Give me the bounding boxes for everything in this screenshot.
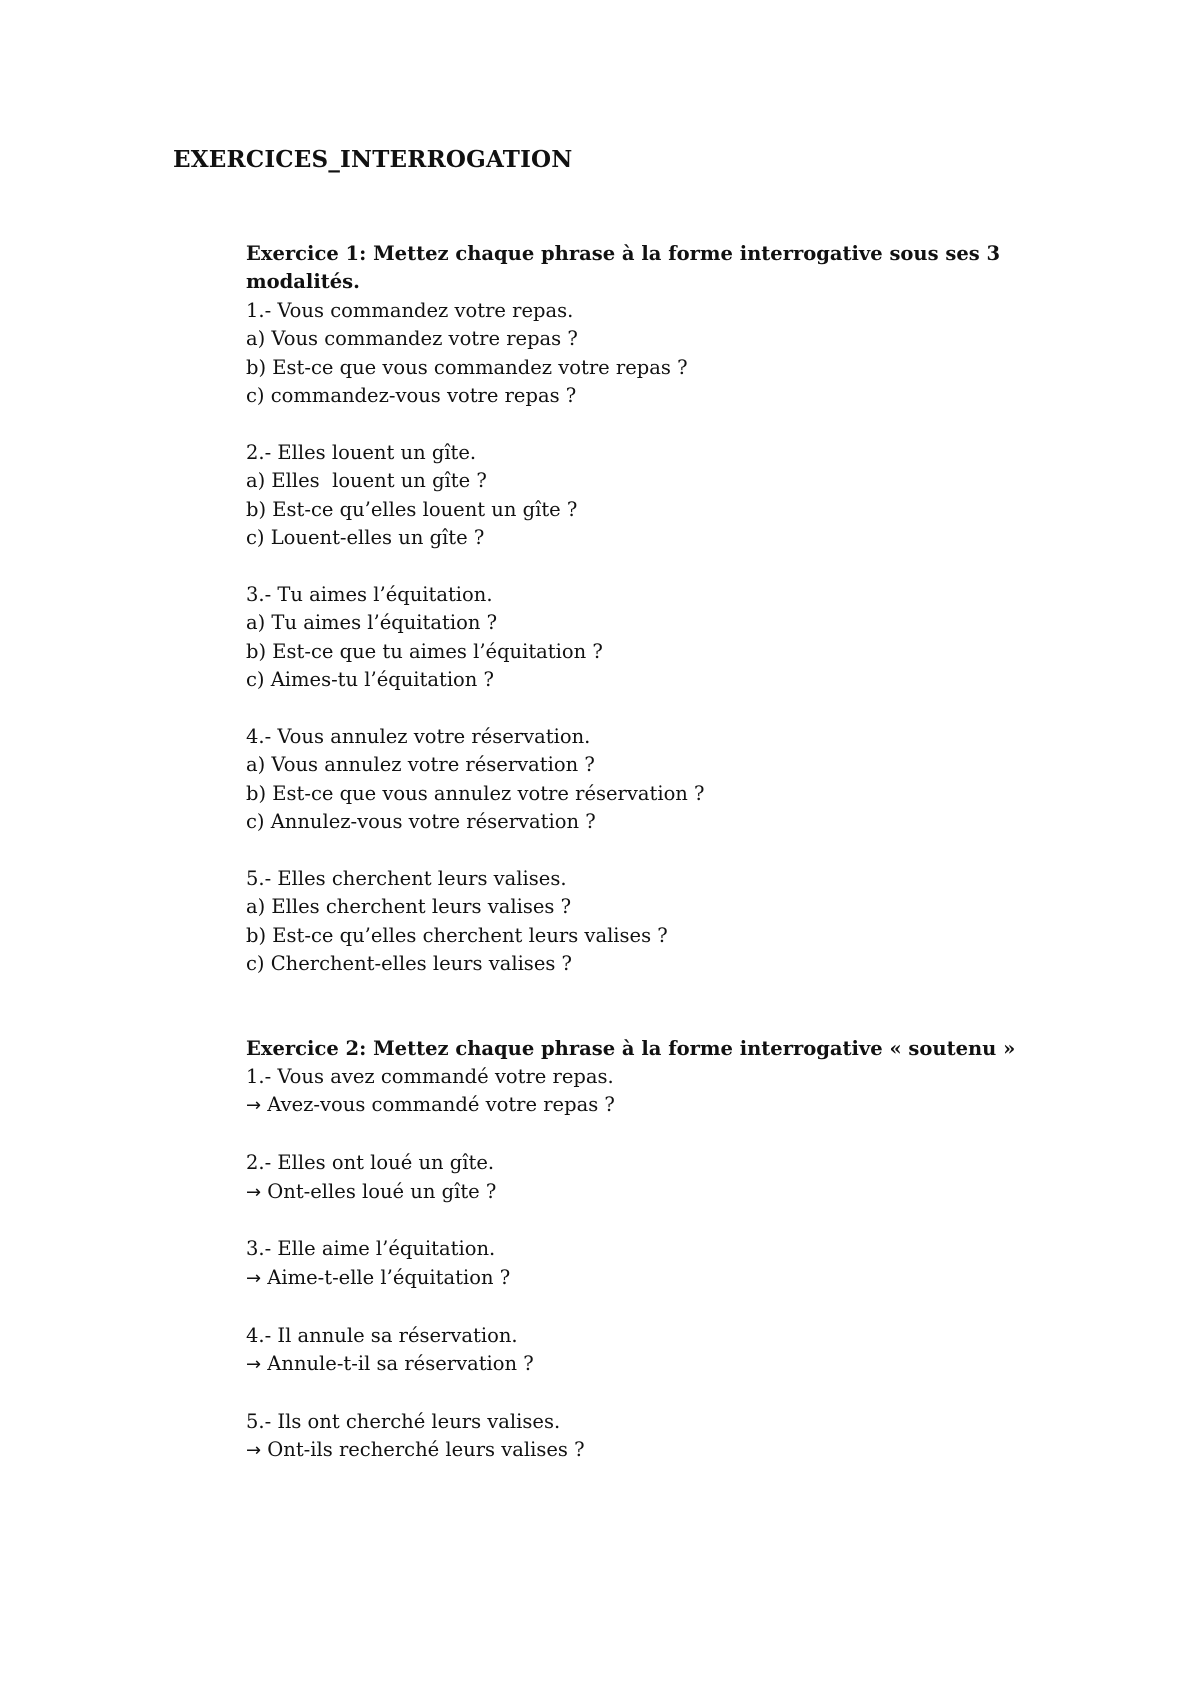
- answer-b: b) Est-ce qu’elles louent un gîte ?: [246, 497, 578, 521]
- exercise-1-item: [246, 865, 1046, 979]
- answer-line: [246, 1436, 1046, 1465]
- exercise-2-item: [246, 1322, 1046, 1380]
- section-spacer: [246, 979, 1046, 1035]
- answer-b: b) Est-ce qu’elles cherchent leurs valises ?: [246, 923, 668, 947]
- right-arrow-icon: →: [246, 1181, 262, 1203]
- sentence-prompt: 2.- Elles ont loué un gîte.: [246, 1151, 495, 1175]
- sentence-prompt: 1.- Vous avez commandé votre repas.: [246, 1064, 614, 1088]
- exercise-1-item: [246, 439, 1046, 553]
- exercise-1-heading-line2: modalités.: [246, 270, 360, 294]
- answer-text: Aime-t-elle l’équitation ?: [267, 1265, 511, 1289]
- answer-a: a) Vous commandez votre repas ?: [246, 327, 578, 351]
- spacer: [246, 552, 1046, 580]
- exercise-1-item: [246, 297, 1046, 411]
- sentence-prompt: 5.- Ils ont cherché leurs valises.: [246, 1409, 561, 1433]
- answer-b: b) Est-ce que vous annulez votre réservation ?: [246, 781, 705, 805]
- answer-a: a) Elles cherchent leurs valises ?: [246, 895, 572, 919]
- spacer: [246, 1121, 1046, 1149]
- spacer: [246, 694, 1046, 722]
- right-arrow-icon: →: [246, 1095, 262, 1117]
- exercise-1-heading-line1: Exercice 1: Mettez chaque phrase à la forme interrogative sous ses 3: [246, 242, 1001, 265]
- spacer: [246, 836, 1046, 864]
- answer-line: [246, 1178, 1046, 1207]
- sentence-prompt: 3.- Elle aime l’équitation.: [246, 1237, 496, 1261]
- document-body: [246, 240, 1046, 1466]
- answer-a: a) Vous annulez votre réservation ?: [246, 753, 595, 777]
- sentence-prompt: 4.- Vous annulez votre réservation.: [246, 724, 591, 748]
- exercise-2: [246, 1035, 1046, 1466]
- spacer: [246, 1379, 1046, 1407]
- exercise-1-item: [246, 723, 1046, 837]
- exercise-2-item: [246, 1149, 1046, 1207]
- spacer: [246, 1207, 1046, 1235]
- spacer: [246, 410, 1046, 438]
- exercise-1-item: [246, 581, 1046, 695]
- exercise-2-heading: Exercice 2: Mettez chaque phrase à la forme interrogative « soutenu »: [246, 1036, 1016, 1060]
- answer-line: [246, 1350, 1046, 1379]
- right-arrow-icon: →: [246, 1440, 262, 1462]
- exercise-2-item: [246, 1235, 1046, 1293]
- sentence-prompt: 1.- Vous commandez votre repas.: [246, 298, 574, 322]
- answer-c: c) commandez-vous votre repas ?: [246, 384, 577, 408]
- exercise-1-heading: [246, 240, 1046, 297]
- answer-text: Ont-ils recherché leurs valises ?: [267, 1438, 585, 1462]
- answer-c: c) Louent-elles un gîte ?: [246, 526, 485, 550]
- exercise-2-item: [246, 1063, 1046, 1121]
- answer-line: [246, 1091, 1046, 1120]
- spacer: [246, 1293, 1046, 1321]
- answer-c: c) Cherchent-elles leurs valises ?: [246, 952, 573, 976]
- exercise-2-item: [246, 1408, 1046, 1466]
- right-arrow-icon: →: [246, 1353, 262, 1375]
- answer-b: b) Est-ce que vous commandez votre repas ?: [246, 355, 688, 379]
- sentence-prompt: 4.- Il annule sa réservation.: [246, 1323, 518, 1347]
- answer-text: Avez-vous commandé votre repas ?: [267, 1093, 615, 1117]
- answer-b: b) Est-ce que tu aimes l’équitation ?: [246, 639, 603, 663]
- answer-a: a) Tu aimes l’équitation ?: [246, 611, 498, 635]
- sentence-prompt: 2.- Elles louent un gîte.: [246, 440, 477, 464]
- answer-line: [246, 1264, 1046, 1293]
- right-arrow-icon: →: [246, 1267, 262, 1289]
- answer-a: a) Elles louent un gîte ?: [246, 469, 487, 493]
- answer-c: c) Annulez-vous votre réservation ?: [246, 810, 596, 834]
- answer-c: c) Aimes-tu l’équitation ?: [246, 668, 495, 692]
- exercise-1: [246, 240, 1046, 979]
- sentence-prompt: 5.- Elles cherchent leurs valises.: [246, 866, 567, 890]
- document-title: EXERCICES_INTERROGATION: [173, 146, 573, 173]
- sentence-prompt: 3.- Tu aimes l’équitation.: [246, 582, 493, 606]
- answer-text: Ont-elles loué un gîte ?: [267, 1179, 497, 1203]
- answer-text: Annule-t-il sa réservation ?: [267, 1351, 534, 1375]
